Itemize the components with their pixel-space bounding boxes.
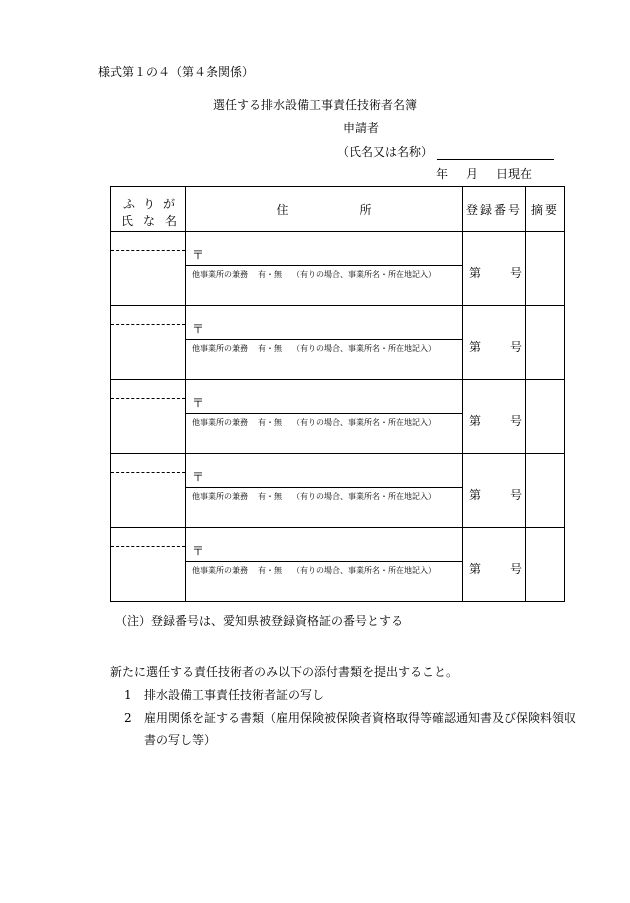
header-address-1: 住 — [276, 202, 289, 217]
name-cell[interactable] — [111, 306, 186, 380]
applicant-label: 申請者 — [343, 121, 380, 135]
name-cell[interactable] — [111, 454, 186, 528]
concurrent-options[interactable]: 有・無 — [258, 270, 282, 279]
reg-number-suffix: 号 — [510, 340, 523, 354]
reg-number-cell[interactable] — [463, 380, 526, 454]
concurrent-options[interactable]: 有・無 — [258, 566, 282, 575]
header-remarks: 摘要 — [526, 187, 565, 232]
concurrent-duty-line — [186, 413, 462, 428]
attachment-item-2 — [124, 709, 576, 726]
attachments-intro: 新たに選任する責任技術者のみ以下の添付書類を提出すること。 — [110, 665, 459, 679]
concurrent-duty-line — [186, 339, 462, 354]
postal-mark: 〒 — [192, 396, 205, 410]
attachment-item-2-text: 雇用関係を証する書類（雇用保険被保険者資格取得等確認通知書及び保険料領収 — [144, 711, 577, 725]
date-day: 日現在 — [496, 167, 533, 181]
address-cell[interactable] — [186, 454, 463, 528]
attachment-item-1-text: 排水設備工事責任技術者証の写し — [144, 688, 325, 702]
name-label: （氏名又は名称） — [337, 145, 434, 159]
remarks-cell[interactable] — [526, 454, 565, 528]
table-header-row — [111, 187, 565, 232]
header-shimei — [121, 212, 177, 229]
reg-number-prefix: 第 — [469, 488, 482, 502]
header-address-2: 所 — [359, 202, 372, 217]
furigana-divider — [111, 546, 185, 547]
attachment-item-1-num: 1 — [124, 688, 132, 702]
table-row — [111, 380, 565, 454]
name-cell[interactable] — [111, 528, 186, 602]
header-name-2: 名 — [164, 214, 177, 228]
concurrent-duty-line — [186, 265, 462, 280]
reg-number-prefix: 第 — [469, 340, 482, 354]
technician-register-table — [110, 186, 565, 602]
reg-number-cell[interactable] — [463, 528, 526, 602]
concurrent-label: 他事業所の兼務 — [192, 492, 248, 501]
reg-number-cell[interactable] — [463, 232, 526, 306]
address-cell[interactable] — [186, 528, 463, 602]
concurrent-note: （有りの場合、事業所名・所在地記入） — [292, 492, 436, 501]
attachment-item-1 — [124, 686, 324, 703]
reg-number-cell[interactable] — [463, 454, 526, 528]
header-address — [186, 187, 463, 232]
concurrent-label: 他事業所の兼務 — [192, 418, 248, 427]
postal-mark: 〒 — [192, 248, 205, 262]
furigana-divider — [111, 324, 185, 325]
table-row — [111, 306, 565, 380]
date-row — [436, 165, 532, 182]
remarks-cell[interactable] — [526, 232, 565, 306]
reg-number-prefix: 第 — [469, 562, 482, 576]
address-cell[interactable] — [186, 232, 463, 306]
concurrent-note: （有りの場合、事業所名・所在地記入） — [292, 270, 436, 279]
header-furigana: ふりがな — [122, 197, 183, 228]
table-row — [111, 454, 565, 528]
concurrent-label: 他事業所の兼務 — [192, 344, 248, 353]
address-cell[interactable] — [186, 380, 463, 454]
address-cell[interactable] — [186, 306, 463, 380]
applicant-name-row — [337, 143, 554, 160]
name-cell[interactable] — [111, 380, 186, 454]
reg-number-prefix: 第 — [469, 414, 482, 428]
concurrent-note: （有りの場合、事業所名・所在地記入） — [292, 566, 436, 575]
header-name-1: 氏 — [121, 214, 134, 228]
concurrent-duty-line — [186, 561, 462, 576]
reg-number-suffix: 号 — [510, 414, 523, 428]
attachment-item-2-num: 2 — [124, 711, 132, 725]
date-year: 年 — [436, 167, 449, 181]
furigana-divider — [111, 398, 185, 399]
concurrent-options[interactable]: 有・無 — [258, 492, 282, 501]
reg-number-cell[interactable] — [463, 306, 526, 380]
form-number: 様式第１の４（第４条関係） — [98, 65, 255, 79]
reg-number-prefix: 第 — [469, 266, 482, 280]
concurrent-label: 他事業所の兼務 — [192, 270, 248, 279]
furigana-divider — [111, 250, 185, 251]
postal-mark: 〒 — [192, 544, 205, 558]
attachment-item-2-continued: 書の写し等） — [144, 733, 217, 747]
reg-number-suffix: 号 — [510, 562, 523, 576]
concurrent-note: （有りの場合、事業所名・所在地記入） — [292, 418, 436, 427]
table-row — [111, 232, 565, 306]
concurrent-options[interactable]: 有・無 — [258, 344, 282, 353]
header-name — [111, 187, 186, 232]
reg-number-suffix: 号 — [510, 488, 523, 502]
name-cell[interactable] — [111, 232, 186, 306]
remarks-cell[interactable] — [526, 306, 565, 380]
remarks-cell[interactable] — [526, 380, 565, 454]
concurrent-note: （有りの場合、事業所名・所在地記入） — [292, 344, 436, 353]
header-reg-number: 登録番号 — [463, 187, 526, 232]
date-month: 月 — [466, 167, 479, 181]
note: （注）登録番号は、愛知県被登録資格証の番号とする — [115, 614, 404, 628]
postal-mark: 〒 — [192, 470, 205, 484]
concurrent-duty-line — [186, 487, 462, 502]
concurrent-options[interactable]: 有・無 — [258, 418, 282, 427]
table-row — [111, 528, 565, 602]
postal-mark: 〒 — [192, 322, 205, 336]
furigana-divider — [111, 472, 185, 473]
reg-number-suffix: 号 — [510, 266, 523, 280]
document-title: 選任する排水設備工事責任技術者名簿 — [212, 98, 417, 112]
name-input-line[interactable] — [437, 145, 554, 160]
concurrent-label: 他事業所の兼務 — [192, 566, 248, 575]
remarks-cell[interactable] — [526, 528, 565, 602]
